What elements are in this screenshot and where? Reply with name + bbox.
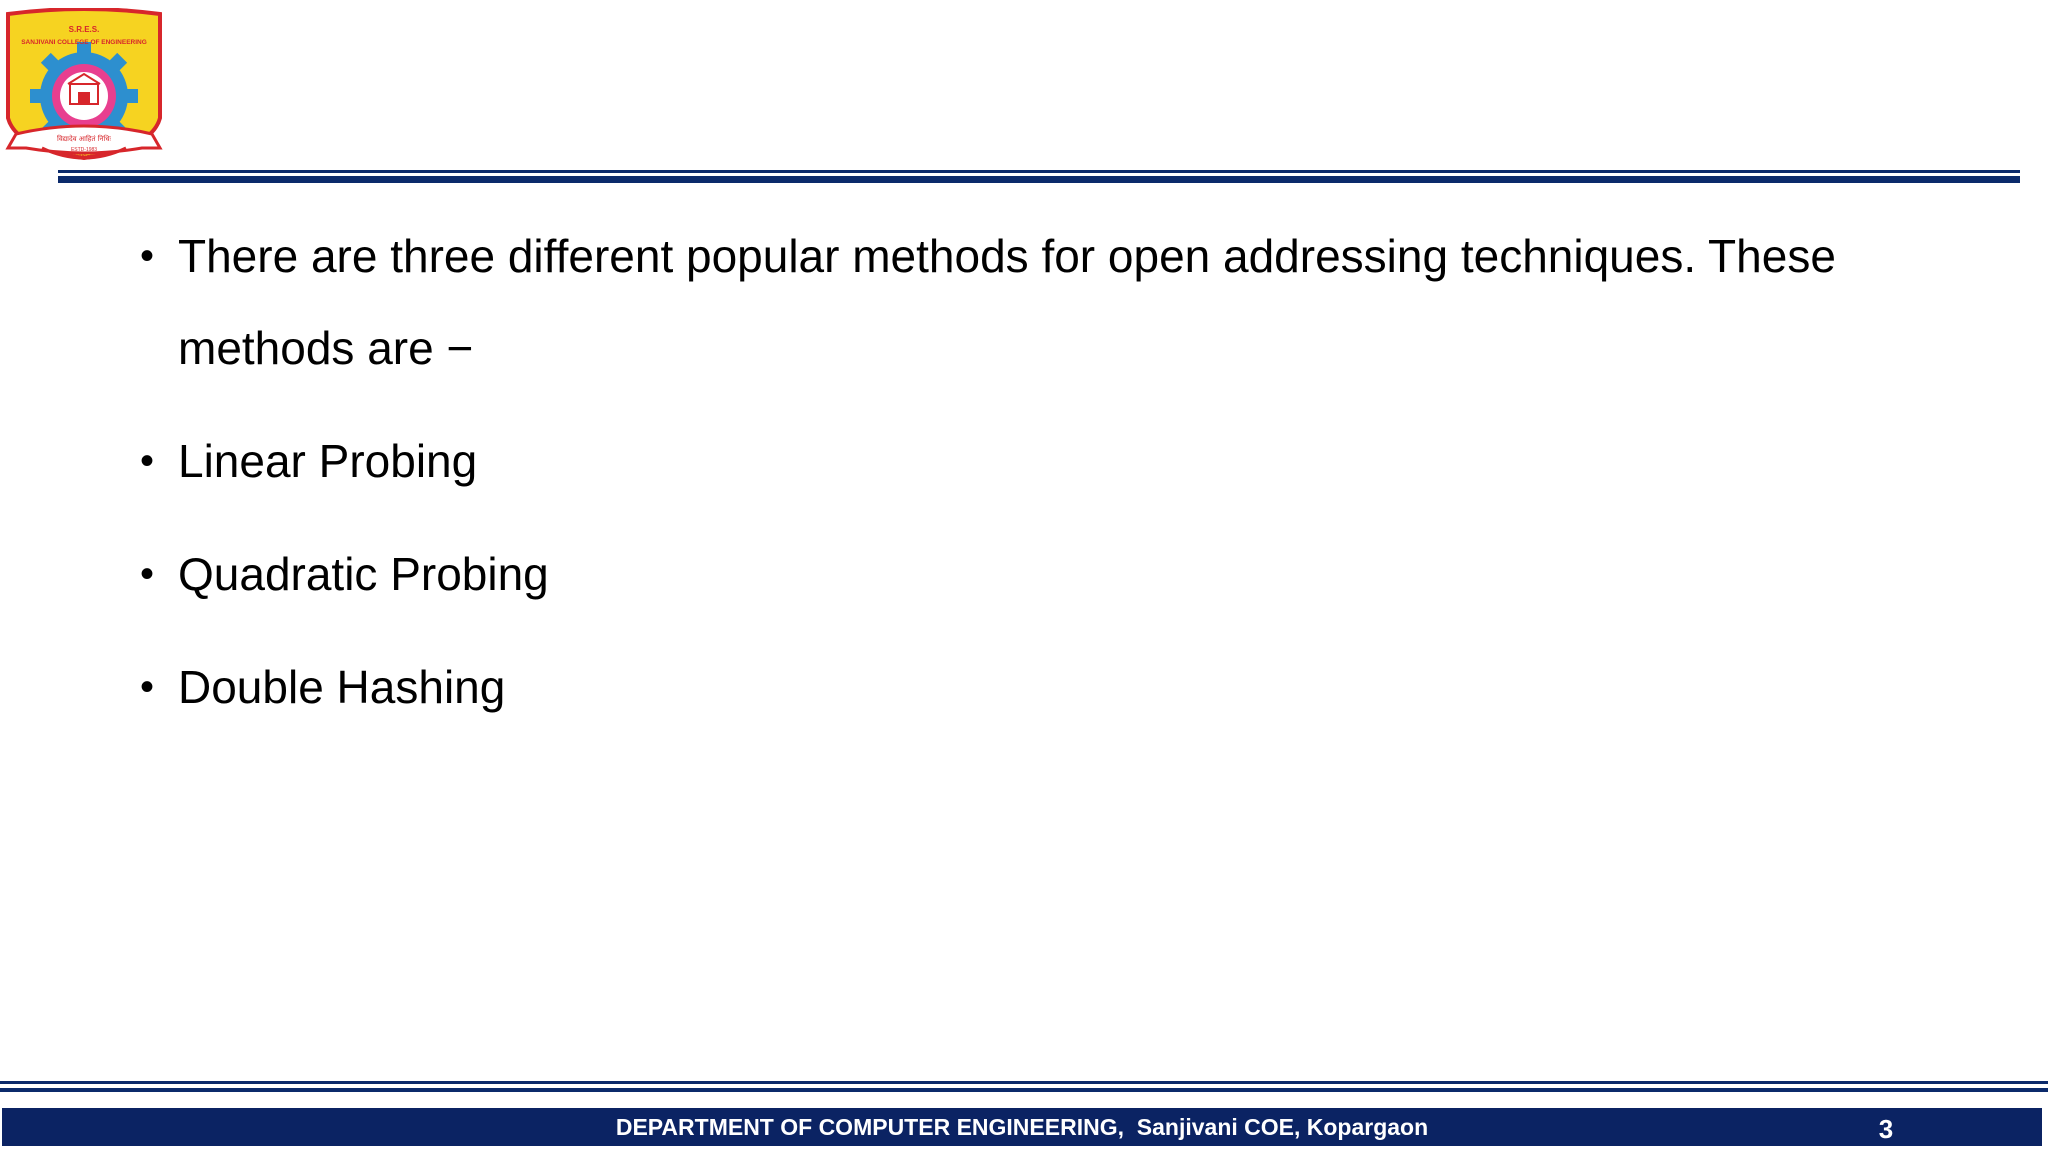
slide-content: [140, 210, 1980, 754]
bullet-icon: •: [140, 234, 155, 278]
footer-divider-thin: [0, 1081, 2048, 1084]
college-logo: [2, 8, 166, 170]
bullet-text: Linear Probing: [178, 435, 478, 487]
logo-estd-text: ESTD-1983: [70, 147, 98, 153]
bullet-text: Quadratic Probing: [178, 548, 549, 600]
bullet-item: [140, 641, 1980, 733]
header-divider-thick: [58, 176, 2020, 183]
footer-bar: [2, 1108, 2042, 1146]
logo-college-text: SANJIVANI COLLEGE OF ENGINEERING: [21, 39, 147, 46]
bullet-icon: •: [140, 665, 155, 709]
logo-motto-text: विद्यादेव आहितं निधिः: [57, 135, 111, 143]
logo-top-text: S.R.E.S.: [68, 25, 100, 34]
bullet-item: [140, 528, 1980, 620]
bullet-text: Double Hashing: [178, 661, 506, 713]
bullet-item: [140, 415, 1980, 507]
footer-divider-thick: [0, 1088, 2048, 1092]
page-number: 3: [1878, 1114, 1894, 1144]
bullet-text: There are three different popular methods for open addressing techniques. These methods are −: [178, 230, 1836, 374]
bullet-icon: •: [140, 439, 155, 483]
header-divider-thin: [58, 170, 2020, 173]
footer-department-text: DEPARTMENT OF COMPUTER ENGINEERING, Sanjivani COE, Kopargaon: [615, 1114, 1429, 1140]
bullet-item: [140, 210, 1980, 394]
bullet-icon: •: [140, 552, 155, 596]
logo-place-text: KOPARGAON: [68, 153, 100, 159]
